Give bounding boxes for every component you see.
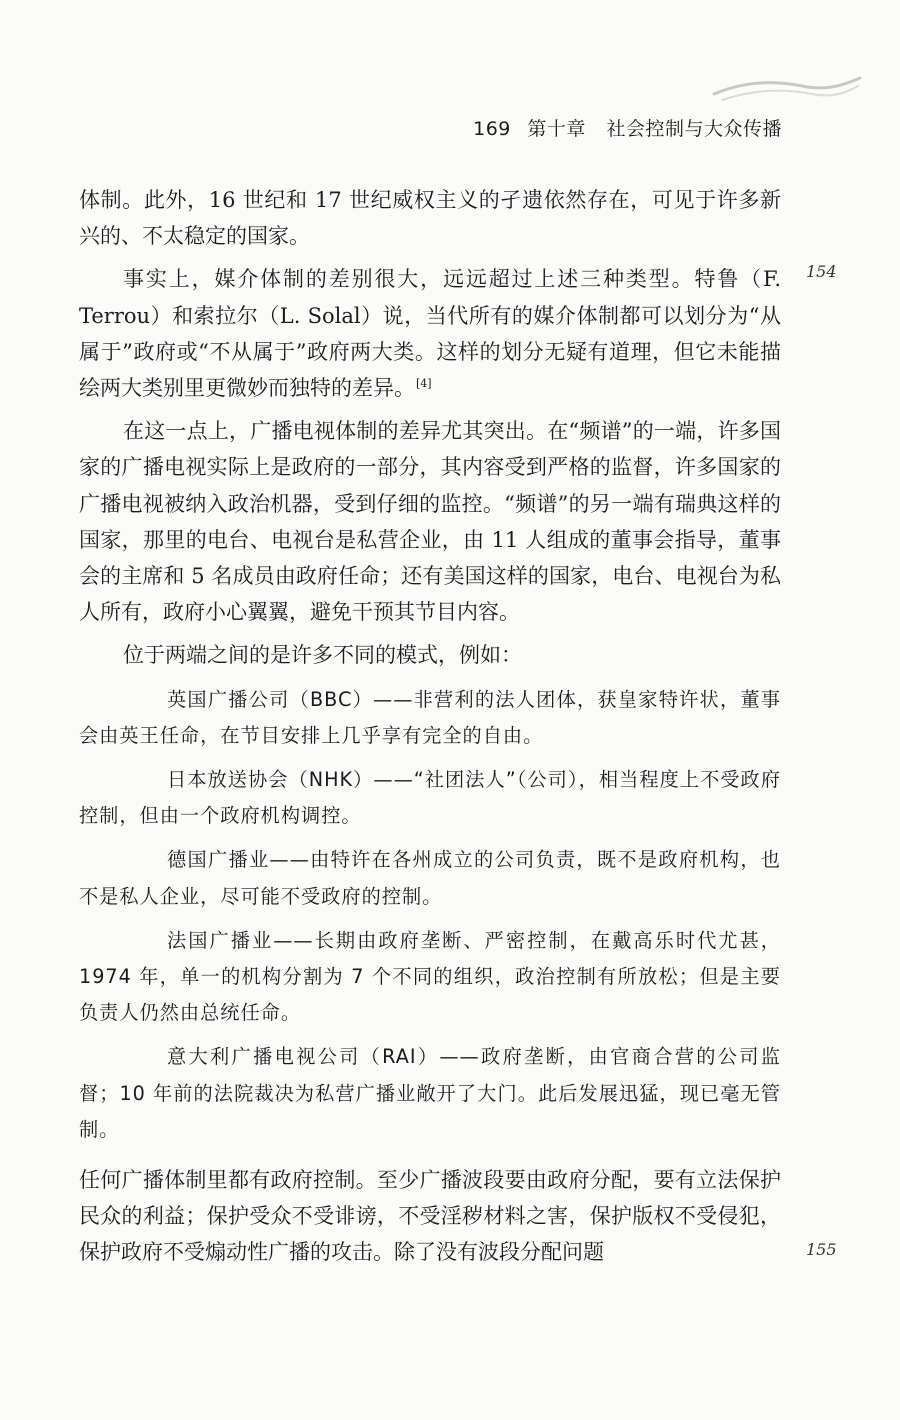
body-text xyxy=(79,182,781,1271)
footnote-reference[interactable]: [4] xyxy=(416,377,432,391)
chapter-title: 社会控制与大众传播 xyxy=(606,118,782,140)
page-number: 169 xyxy=(473,118,511,140)
chapter-label: 第十章 xyxy=(527,118,586,140)
block-quote xyxy=(79,682,781,1148)
paragraph-1: 体制。此外，16 世纪和 17 世纪威权主义的孑遗依然存在，可见于许多新兴的、不太稳定的国家。 xyxy=(79,188,781,249)
quote-item-nhk: 日本放送协会（NHK）——“社团法人”（公司），相当程度上不受政府控制，但由一个政府机构调控。 xyxy=(79,768,781,828)
paragraph-4: 位于两端之间的是许多不同的模式，例如： xyxy=(123,643,522,668)
quote-item-france: 法国广播业——长期由政府垄断、严密控制，在戴高乐时代尤甚，1974 年，单一的机构分割为 7 个不同的组织，政治控制有所放松；但是主要负责人仍然由总统任命。 xyxy=(79,928,781,1025)
paragraph-2 xyxy=(79,261,781,406)
paragraph-5: 任何广播体制里都有政府控制。至少广播波段要由政府分配，要有立法保护民众的利益；保护受众不受诽谤，不受淫秽材料之害，保护版权不受侵犯，保护政府不受煽动性广播的攻击。除了没有波段分配问题 xyxy=(79,1168,781,1265)
running-head xyxy=(473,114,782,141)
paragraph-3: 在这一点上，广播电视体制的差异尤其突出。在“频谱”的一端，许多国家的广播电视实际上是政府的一部分，其内容受到严格的监督，许多国家的广播电视被纳入政治机器，受到仔细的监控。“频谱”的另一端有瑞典这样的国家，那里的电台、电视台是私营企业，由 11 人组成的董事会指导，董事会的主席和 5 名成员由政府任命；还有美国这样的国家，电台、电视台为私人所有，政府小心翼翼，避免干预其节目内容。 xyxy=(79,419,781,625)
margin-page-number: 155 xyxy=(806,1240,837,1259)
margin-page-number: 154 xyxy=(806,262,837,281)
quote-item-germany: 德国广播业——由特许在各州成立的公司负责，既不是政府机构，也不是私人企业，尽可能不受政府的控制。 xyxy=(79,848,781,908)
quote-item-bbc: 英国广播公司（BBC）——非营利的法人团体，获皇家特许状，董事会由英王任命，在节目安排上几乎享有完全的自由。 xyxy=(79,687,781,747)
paragraph-2-text: 事实上，媒介体制的差别很大，远远超过上述三种类型。特鲁（F. Terrou）和索拉尔（L. Solal）说，当代所有的媒介体制都可以划分为“从属于”政府或“不从属于”政府两大类。这样的划分无疑有道理，但它未能描绘两大类别里更微妙而独特的差异。 xyxy=(79,267,781,401)
decorative-swash-icon xyxy=(712,72,862,112)
quote-item-rai: 意大利广播电视公司（RAI）——政府垄断，由官商合营的公司监督；10 年前的法院裁决为私营广播业敞开了大门。此后发展迅猛，现已毫无管制。 xyxy=(79,1045,781,1141)
